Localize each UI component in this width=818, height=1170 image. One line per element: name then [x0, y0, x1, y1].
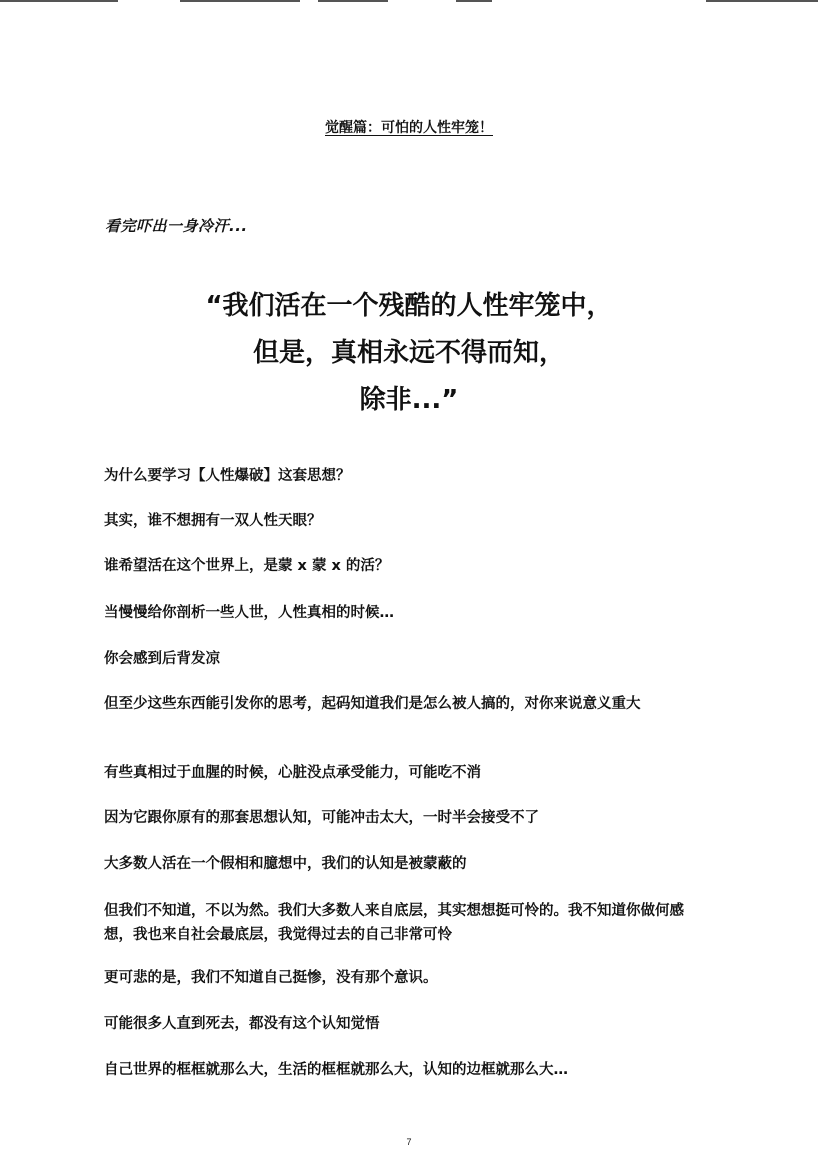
- paragraph: 但我们不知道，不以为然。我们大多数人来自底层，其实想想挺可怜的。我不知道你做何感想，我也来自社会最底层，我觉得过去的自己非常可怜: [104, 903, 684, 943]
- quote-line-2: 但是，真相永远不得而知，: [252, 338, 565, 368]
- paragraph: 你会感到后背发凉: [104, 651, 220, 667]
- paragraph: 但至少这些东西能引发你的思考，起码知道我们是怎么被人搞的，对你来说意义重大: [104, 696, 641, 712]
- quote-line-1: “我们活在一个残酷的人性牢笼中，: [205, 291, 613, 321]
- paragraph: 当慢慢给你剖析一些人世，人性真相的时候…: [104, 605, 394, 621]
- paragraph: 大多数人活在一个假相和臆想中，我们的认知是被蒙蔽的: [104, 856, 467, 872]
- paragraph: 有些真相过于血腥的时候，心脏没点承受能力，可能吃不消: [104, 765, 481, 781]
- quote-line-3: 除非...”: [359, 385, 459, 415]
- paragraph: 谁希望活在这个世界上，是蒙 x 蒙 x 的活？: [104, 558, 390, 574]
- page-title: 觉醒篇：可怕的人性牢笼！: [325, 120, 493, 136]
- paragraph: 为什么要学习【人性爆破】这套思想？: [104, 468, 351, 484]
- paragraph: 其实，谁不想拥有一双人性天眼？: [104, 513, 322, 529]
- paragraph: 自己世界的框框就那么大，生活的框框就那么大，认知的边框就那么大…: [104, 1062, 568, 1078]
- subtitle: 看完吓出一身冷汗...: [105, 217, 248, 235]
- paragraph: 可能很多人直到死去，都没有这个认知觉悟: [104, 1016, 380, 1032]
- page-number: 7: [406, 1137, 412, 1147]
- paragraph: 因为它跟你原有的那套思想认知，可能冲击太大，一时半会接受不了: [104, 810, 539, 826]
- paragraph: 更可悲的是，我们不知道自己挺惨，没有那个意识。: [104, 970, 438, 986]
